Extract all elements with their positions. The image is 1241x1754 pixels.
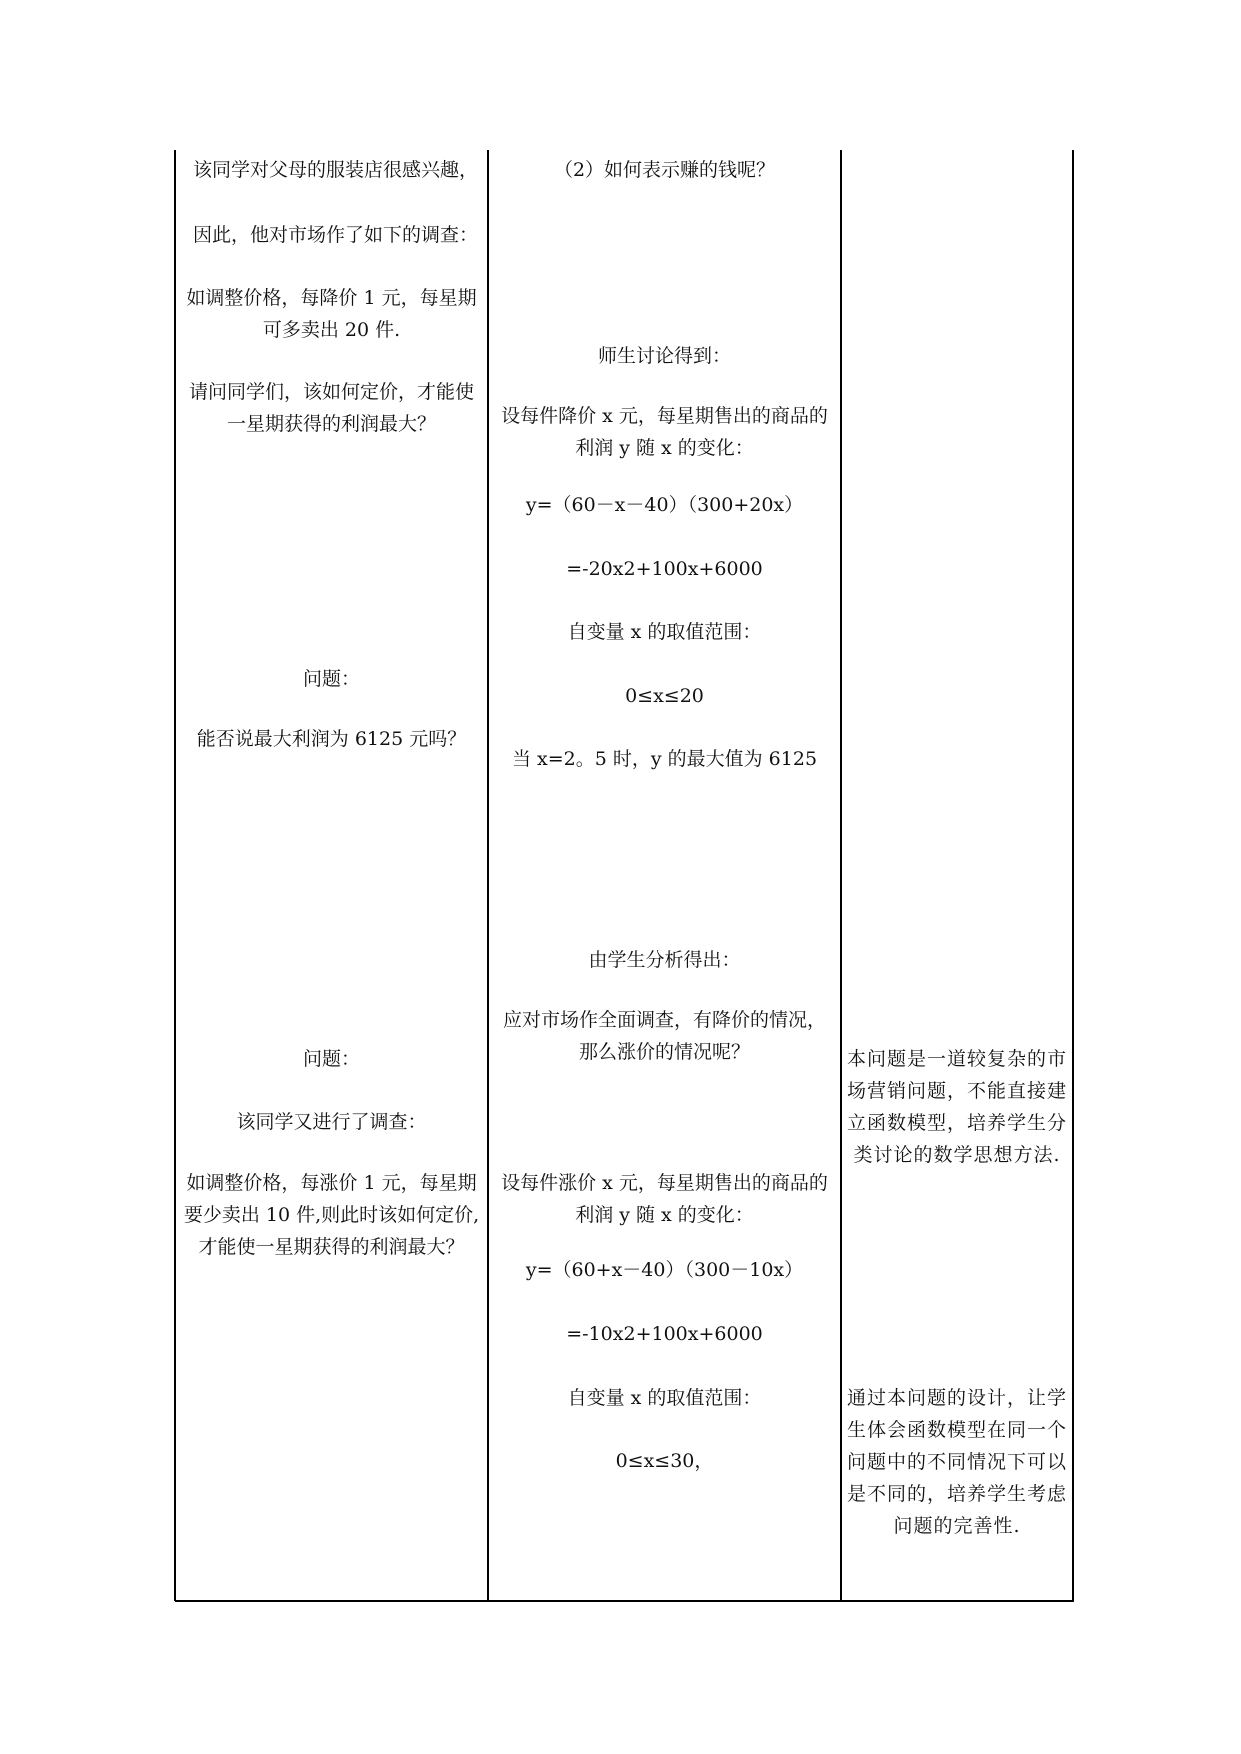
- col2-paragraph-3: 设每件降价 x 元，每星期售出的商品的 利润 y 随 x 的变化：: [501, 405, 828, 459]
- col1-paragraph-9: 如调整价格，每涨价 1 元，每星期 要少卖出 10 件,则此时该如何定价, 才能使一星期获得的利润最大？: [183, 1172, 480, 1258]
- col2-range-1: 0≤x≤20: [625, 685, 704, 707]
- table-border-right: [1072, 150, 1074, 1601]
- col1-paragraph-1: 该同学对父母的服装店很感兴趣，: [193, 159, 479, 181]
- column-problem: [175, 150, 488, 1600]
- column-design-intent: [842, 150, 1072, 1600]
- col1-paragraph-2: 因此，他对市场作了如下的调查：: [193, 224, 479, 246]
- col2-paragraph-1: （2）如何表示赚的钱呢？: [553, 159, 776, 181]
- col2-formula-3: y=（60+x－40）（300－10x）: [525, 1259, 804, 1281]
- column-teaching-process: [489, 150, 840, 1600]
- col1-paragraph-8: 该同学又进行了调查：: [236, 1111, 427, 1133]
- col2-paragraph-9: 由学生分析得出：: [588, 949, 741, 971]
- table-border-bottom: [175, 1600, 1074, 1602]
- col1-paragraph-3: 如调整价格，每降价 1 元，每星期 可多卖出 20 件.: [186, 287, 477, 341]
- col2-formula-4: =-10x2+100x+6000: [566, 1323, 763, 1345]
- col2-paragraph-14: 自变量 x 的取值范围：: [567, 1387, 762, 1409]
- col2-paragraph-6: 自变量 x 的取值范围：: [567, 621, 762, 643]
- col1-question-label-2: 问题：: [302, 1048, 360, 1070]
- col1-question-label: 问题：: [302, 668, 360, 690]
- col2-paragraph-8: 当 x=2。5 时，y 的最大值为 6125: [511, 748, 818, 770]
- col2-paragraph-2: 师生讨论得到：: [597, 345, 731, 367]
- col3-paragraph-1: 本问题是一道较复杂的市 场营销问题，不能直接建 立函数模型，培养学生分 类讨论的数学思想方法.: [846, 1048, 1067, 1166]
- col2-range-2: 0≤x≤30，: [615, 1450, 714, 1472]
- col3-paragraph-2: 通过本问题的设计，让学 生体会函数模型在同一个 问题中的不同情况下可以 是不同的，培养学生考虑 问题的完善性.: [846, 1387, 1067, 1537]
- col2-paragraph-11: 设每件涨价 x 元，每星期售出的商品的 利润 y 随 x 的变化：: [501, 1172, 828, 1226]
- col2-formula-1: y=（60－x－40）（300+20x）: [525, 494, 804, 516]
- col2-paragraph-10: 应对市场作全面调查，有降价的情况， 那么涨价的情况呢？: [502, 1009, 826, 1063]
- col1-paragraph-4: 请问同学们，该如何定价，才能使 一星期获得的利润最大？: [188, 381, 474, 435]
- col2-formula-2: =-20x2+100x+6000: [566, 558, 763, 580]
- col1-paragraph-6: 能否说最大利润为 6125 元吗？: [196, 728, 467, 750]
